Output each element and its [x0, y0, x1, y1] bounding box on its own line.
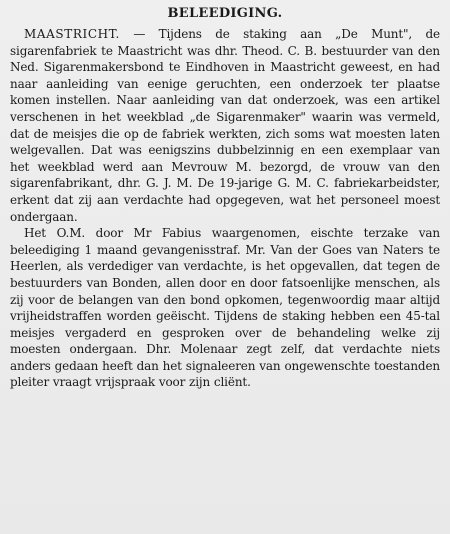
dateline: MAASTRICHT.: [24, 27, 120, 41]
article-headline: BELEEDIGING.: [167, 6, 283, 21]
paragraph-2: [10, 225, 440, 391]
paragraph-2-text: Het O.M. door Mr Fabius waargenomen, eischte terzake van beleediging 1 maand gevangenisstraf. Mr. Van der Goes van Naters te Heerlen, als verdediger van verdachte, is het opgevallen, dat tegen de bestuurders van Bonden, allen door en door fatsoenlijke menschen, als zij voor de belangen van den bond opkomen, tegenwoordig maar altijd vrijheidstraffen worden geëischt. Tijdens de staking hebben een 45-tal meisjes vergaderd en gesproken over de behandeling welke zij moesten ondergaan. Dhr. Molenaar zegt zelf, dat verdachte niets anders gedaan heeft dan het signaleeren van ongewenschte toestanden pleiter vraagt vrijspraak voor zijn cliënt.: [10, 226, 440, 390]
article-body: [10, 26, 440, 391]
paragraph-1-text: — Tijdens de staking aan „De Munt", de sigarenfabriek te Maastricht was dhr. Theod. C. B. bestuurder van den Ned. Sigarenmakersbond te Eindhoven in Maastricht geweest, en had naar aanleiding van eenige geruchten, een onderzoek ter plaatse komen instellen. Naar aanleiding van dat onderzoek, was een artikel verschenen in het weekblad „de Sigarenmaker" waarin was vermeld, dat de meisjes die op de fabriek werkten, zich soms wat moesten laten welgevallen. Dat was eenigszins dubbelzinnig en een exemplaar van het weekblad werd aan Mevrouw M. bezorgd, de vrouw van den sigarenfabrikant, dhr. G. J. M. De 19-jarige G. M. C. fabriekarbeidster, erkent dat zij aan verdachte had opgegeven, wat het personeel moest ondergaan.: [10, 27, 440, 224]
paragraph-1: [10, 26, 440, 225]
